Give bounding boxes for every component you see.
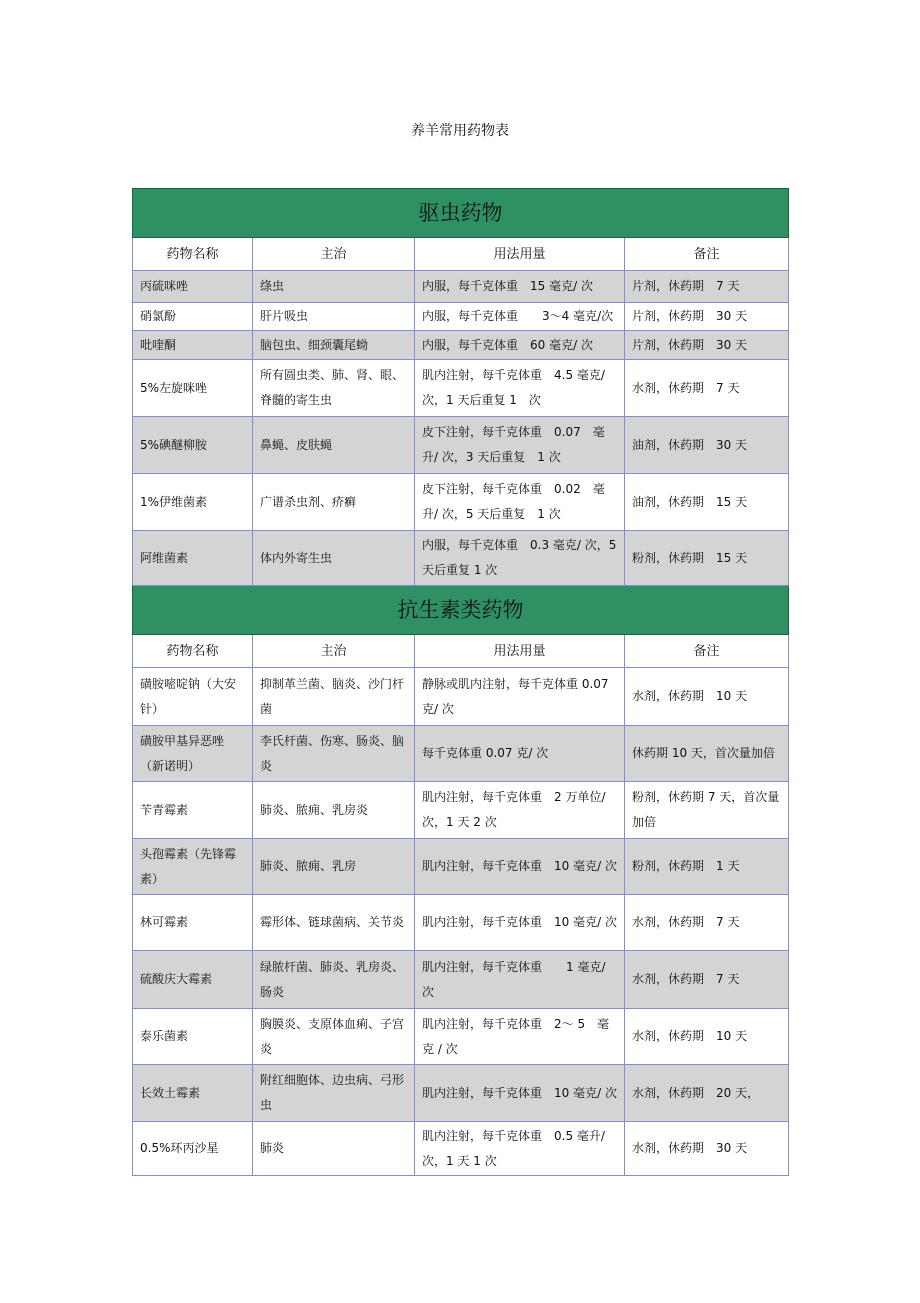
header-drug-name: 药物名称 <box>133 238 253 271</box>
header-dosage: 用法用量 <box>415 635 625 668</box>
dosage-cell: 肌内注射，每千克体重 4.5 毫克/ 次，1 天后重复 1 次 <box>415 360 625 417</box>
indication-cell: 肺炎 <box>253 1122 415 1176</box>
dosage-cell: 肌内注射，每千克体重 1 毫克/ 次 <box>415 951 625 1009</box>
indication-cell: 胸膜炎、支原体血痢、子宫炎 <box>253 1009 415 1065</box>
dosage-cell: 肌内注射，每千克体重 0.5 毫升/ 次，1 天 1 次 <box>415 1122 625 1176</box>
dosage-cell: 肌内注射，每千克体重 10 毫克/ 次 <box>415 839 625 895</box>
dosage-cell: 肌内注射，每千克体重 2～ 5 毫克 / 次 <box>415 1009 625 1065</box>
table-row <box>133 531 789 586</box>
table-row <box>133 668 789 726</box>
header-indication: 主治 <box>253 238 415 271</box>
indication-cell: 肝片吸虫 <box>253 303 415 331</box>
drug-name-cell: 1%伊维菌素 <box>133 474 253 531</box>
remarks-cell: 水剂，休药期 7 天 <box>625 895 789 951</box>
drug-name-cell: 苄青霉素 <box>133 782 253 839</box>
table-row <box>133 474 789 531</box>
indication-cell: 鼻蝇、皮肤蝇 <box>253 417 415 474</box>
header-remarks: 备注 <box>625 635 789 668</box>
remarks-cell: 休药期 10 天，首次量加倍 <box>625 726 789 782</box>
table-row <box>133 331 789 360</box>
section-heading-row <box>133 586 789 635</box>
table-row <box>133 417 789 474</box>
dosage-cell: 内服，每千克体重 0.3 毫克/ 次，5 天后重复 1 次 <box>415 531 625 586</box>
drug-name-cell: 硝氯酚 <box>133 303 253 331</box>
table-row <box>133 360 789 417</box>
indication-cell: 肺炎、脓痈、乳房炎 <box>253 782 415 839</box>
table-row <box>133 895 789 951</box>
dosage-cell: 皮下注射，每千克体重 0.02 毫升/ 次，5 天后重复 1 次 <box>415 474 625 531</box>
table-row <box>133 271 789 303</box>
dosage-cell: 静脉或肌内注射，每千克体重 0.07 克/ 次 <box>415 668 625 726</box>
remarks-cell: 粉剂，休药期 15 天 <box>625 531 789 586</box>
remarks-cell: 片剂，休药期 30 天 <box>625 303 789 331</box>
remarks-cell: 油剂，休药期 30 天 <box>625 417 789 474</box>
drug-name-cell: 0.5%环丙沙星 <box>133 1122 253 1176</box>
indication-cell: 绿脓杆菌、肺炎、乳房炎、肠炎 <box>253 951 415 1009</box>
remarks-cell: 粉剂，休药期 1 天 <box>625 839 789 895</box>
drug-name-cell: 磺胺甲基异恶唑（新诺明） <box>133 726 253 782</box>
drug-name-cell: 5%左旋咪唑 <box>133 360 253 417</box>
indication-cell: 脑包虫、细颈囊尾蚴 <box>253 331 415 360</box>
drug-name-cell: 泰乐菌素 <box>133 1009 253 1065</box>
remarks-cell: 水剂，休药期 10 天 <box>625 1009 789 1065</box>
header-remarks: 备注 <box>625 238 789 271</box>
section-heading: 抗生素类药物 <box>133 586 789 635</box>
dosage-cell: 肌内注射，每千克体重 10 毫克/ 次 <box>415 1065 625 1122</box>
indication-cell: 绦虫 <box>253 271 415 303</box>
dosage-cell: 每千克体重 0.07 克/ 次 <box>415 726 625 782</box>
column-header-row <box>133 635 789 668</box>
indication-cell: 所有圆虫类、肺、肾、眼、脊髓的寄生虫 <box>253 360 415 417</box>
header-indication: 主治 <box>253 635 415 668</box>
drug-table <box>132 188 789 1176</box>
table-row <box>133 303 789 331</box>
remarks-cell: 油剂，休药期 15 天 <box>625 474 789 531</box>
dosage-cell: 内服，每千克体重 60 毫克/ 次 <box>415 331 625 360</box>
drug-name-cell: 丙硫咪唑 <box>133 271 253 303</box>
table-row <box>133 1122 789 1176</box>
remarks-cell: 片剂，休药期 30 天 <box>625 331 789 360</box>
remarks-cell: 水剂，休药期 30 天 <box>625 1122 789 1176</box>
remarks-cell: 粉剂，休药期 7 天，首次量加倍 <box>625 782 789 839</box>
dosage-cell: 内服，每千克体重 15 毫克/ 次 <box>415 271 625 303</box>
table-row <box>133 951 789 1009</box>
section-heading: 驱虫药物 <box>133 189 789 238</box>
table-row <box>133 726 789 782</box>
remarks-cell: 水剂，休药期 7 天 <box>625 951 789 1009</box>
indication-cell: 体内外寄生虫 <box>253 531 415 586</box>
indication-cell: 抑制革兰菌、脑炎、沙门杆菌 <box>253 668 415 726</box>
drug-name-cell: 吡喹酮 <box>133 331 253 360</box>
indication-cell: 附红细胞体、边虫病、弓形虫 <box>253 1065 415 1122</box>
dosage-cell: 内服，每千克体重 3～4 毫克/次 <box>415 303 625 331</box>
header-dosage: 用法用量 <box>415 238 625 271</box>
column-header-row <box>133 238 789 271</box>
drug-name-cell: 头孢霉素（先锋霉素） <box>133 839 253 895</box>
drug-name-cell: 硫酸庆大霉素 <box>133 951 253 1009</box>
remarks-cell: 水剂，休药期 20 天， <box>625 1065 789 1122</box>
dosage-cell: 肌内注射，每千克体重 10 毫克/ 次 <box>415 895 625 951</box>
indication-cell: 肺炎、脓痈、乳房 <box>253 839 415 895</box>
table-row <box>133 1009 789 1065</box>
dosage-cell: 皮下注射，每千克体重 0.07 毫升/ 次，3 天后重复 1 次 <box>415 417 625 474</box>
header-drug-name: 药物名称 <box>133 635 253 668</box>
table-row <box>133 782 789 839</box>
drug-name-cell: 长效土霉素 <box>133 1065 253 1122</box>
page-title: 养羊常用药物表 <box>411 123 509 139</box>
table-row <box>133 1065 789 1122</box>
remarks-cell: 片剂，休药期 7 天 <box>625 271 789 303</box>
indication-cell: 霉形体、链球菌病、关节炎 <box>253 895 415 951</box>
dosage-cell: 肌内注射，每千克体重 2 万单位/ 次，1 天 2 次 <box>415 782 625 839</box>
drug-name-cell: 磺胺嘧啶钠（大安针） <box>133 668 253 726</box>
remarks-cell: 水剂，休药期 7 天 <box>625 360 789 417</box>
indication-cell: 李氏杆菌、伤寒、肠炎、脑炎 <box>253 726 415 782</box>
drug-name-cell: 阿维菌素 <box>133 531 253 586</box>
remarks-cell: 水剂，休药期 10 天 <box>625 668 789 726</box>
drug-name-cell: 5%碘醚柳胺 <box>133 417 253 474</box>
table-row <box>133 839 789 895</box>
indication-cell: 广谱杀虫剂、疥癣 <box>253 474 415 531</box>
section-heading-row <box>133 189 789 238</box>
drug-name-cell: 林可霉素 <box>133 895 253 951</box>
